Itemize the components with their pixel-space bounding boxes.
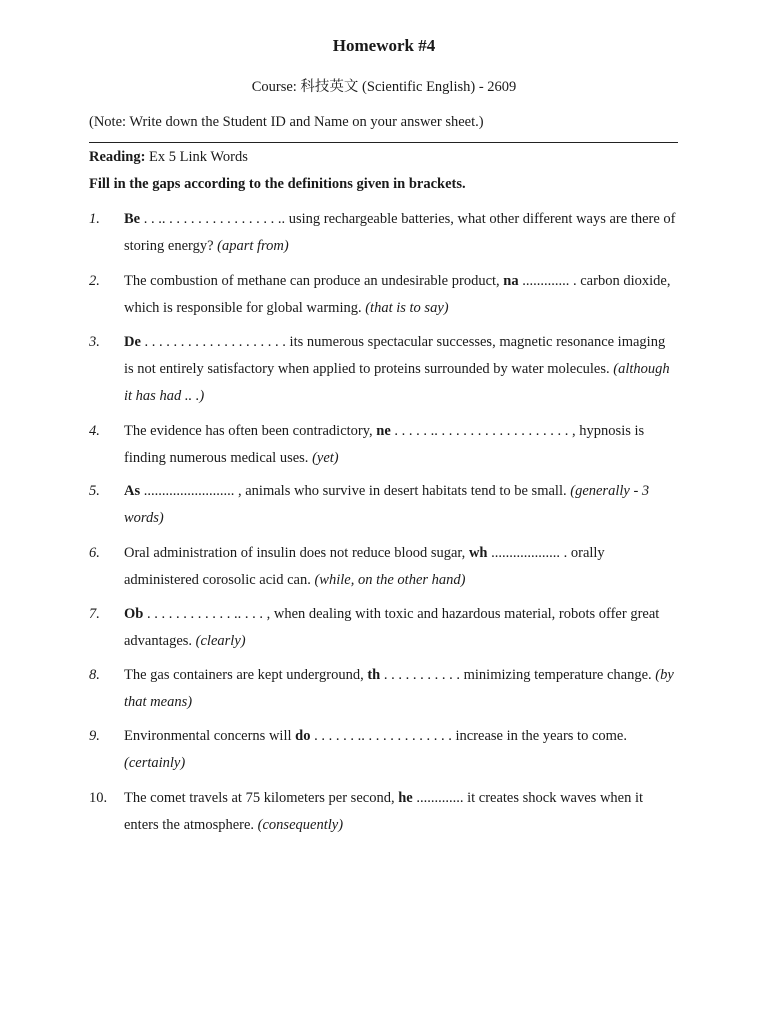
question-rest: increase in the years to come. — [455, 728, 627, 744]
horizontal-divider — [89, 142, 678, 143]
reading-value: Ex 5 Link Words — [145, 149, 248, 165]
question-text — [124, 329, 678, 410]
gap-stem: do — [295, 728, 311, 744]
gap-blank: ............. . — [518, 273, 581, 289]
gap-stem: wh — [468, 545, 488, 561]
question-hint: (that is to say) — [365, 300, 449, 316]
question-hint: (while, on the other hand) — [314, 572, 466, 588]
question-rest: orally administered corosolic acid can. — [124, 545, 605, 588]
question-hint: (generally - 3 words) — [124, 483, 650, 526]
gap-blank: . . . . . . .. . . . . . . . . . . . . — [310, 728, 456, 744]
gap-stem: na — [503, 273, 519, 289]
question-text — [124, 418, 678, 472]
gap-stem: th — [367, 667, 381, 683]
question-rest: carbon dioxide, which is responsible for global warming. — [124, 273, 671, 316]
instructions: Fill in the gaps according to the definitions given in brackets. — [89, 176, 466, 192]
question-lead: The combustion of methane can produce an undesirable product, — [124, 273, 504, 289]
gap-stem: De — [124, 334, 141, 350]
gap-blank: . . . . . . . . . . . . .. . . . , — [143, 606, 274, 622]
question-hint: (yet) — [312, 450, 339, 466]
question-lead: The comet travels at 75 kilometers per second, — [124, 790, 399, 806]
question-rest: its numerous spectacular successes, magnetic resonance imaging is not entirely satisfactory when applied to proteins surrounded by water molecules. — [124, 334, 666, 377]
question-text — [124, 785, 678, 839]
question-lead: The evidence has often been contradictory, — [124, 423, 377, 439]
question-number: 3. — [89, 334, 100, 350]
gap-blank: . . .. . . . . . . . . . . . . . . . .. — [140, 211, 289, 227]
question-number: 6. — [89, 545, 100, 561]
question-rest: when dealing with toxic and hazardous material, robots offer great advantages. — [124, 606, 660, 649]
question-number: 4. — [89, 423, 100, 439]
question-rest: it creates shock waves when it enters the atmosphere. — [124, 790, 644, 833]
question-lead: Environmental concerns will — [124, 728, 296, 744]
reading-line — [89, 149, 248, 166]
gap-stem: Be — [124, 211, 141, 227]
question-number: 10. — [89, 790, 108, 806]
question-text — [124, 478, 678, 532]
question-text — [124, 540, 678, 594]
question-text — [124, 662, 678, 716]
question-lead: The gas containers are kept underground, — [124, 667, 368, 683]
question-rest: minimizing temperature change. — [463, 667, 656, 683]
question-number: 5. — [89, 483, 100, 499]
question-hint: (certainly) — [124, 755, 186, 771]
gap-blank: . . . . . . . . . . . . . . . . . . . . — [140, 334, 290, 350]
gap-stem: Ob — [124, 606, 144, 622]
question-text — [124, 723, 678, 777]
page-title: Homework #4 — [332, 36, 436, 55]
question-hint: (although it has had .. .) — [124, 361, 670, 404]
question-number: 2. — [89, 273, 100, 289]
gap-blank: . . . . . .. . . . . . . . . . . . . . . . . . . , — [390, 423, 580, 439]
question-text — [124, 268, 678, 322]
gap-stem: he — [398, 790, 413, 806]
question-text — [124, 206, 678, 260]
course-line: Course: 科技英文 (Scientific English) - 2609 — [251, 79, 517, 95]
gap-blank: ............. — [412, 790, 468, 806]
question-text — [124, 601, 678, 655]
question-number: 8. — [89, 667, 100, 683]
question-rest: animals who survive in desert habitats tend to be small. — [245, 483, 571, 499]
question-hint: (by that means) — [124, 667, 674, 710]
question-rest: hypnosis is finding numerous medical uses. — [124, 423, 645, 466]
question-hint: (consequently) — [257, 817, 344, 833]
question-number: 1. — [89, 211, 100, 227]
gap-blank: . . . . . . . . . . . — [380, 667, 464, 683]
reading-label: Reading: — [89, 149, 146, 165]
gap-blank: ................... . — [487, 545, 571, 561]
question-hint: (apart from) — [217, 238, 289, 254]
gap-blank: ......................... , — [140, 483, 246, 499]
gap-stem: ne — [376, 423, 391, 439]
question-number: 9. — [89, 728, 100, 744]
question-number: 7. — [89, 606, 100, 622]
note-line: (Note: Write down the Student ID and Name on your answer sheet.) — [89, 114, 484, 130]
question-rest: using rechargeable batteries, what other different ways are there of storing energy? — [124, 211, 676, 254]
gap-stem: As — [124, 483, 141, 499]
question-hint: (clearly) — [195, 633, 246, 649]
question-lead: Oral administration of insulin does not reduce blood sugar, — [124, 545, 469, 561]
